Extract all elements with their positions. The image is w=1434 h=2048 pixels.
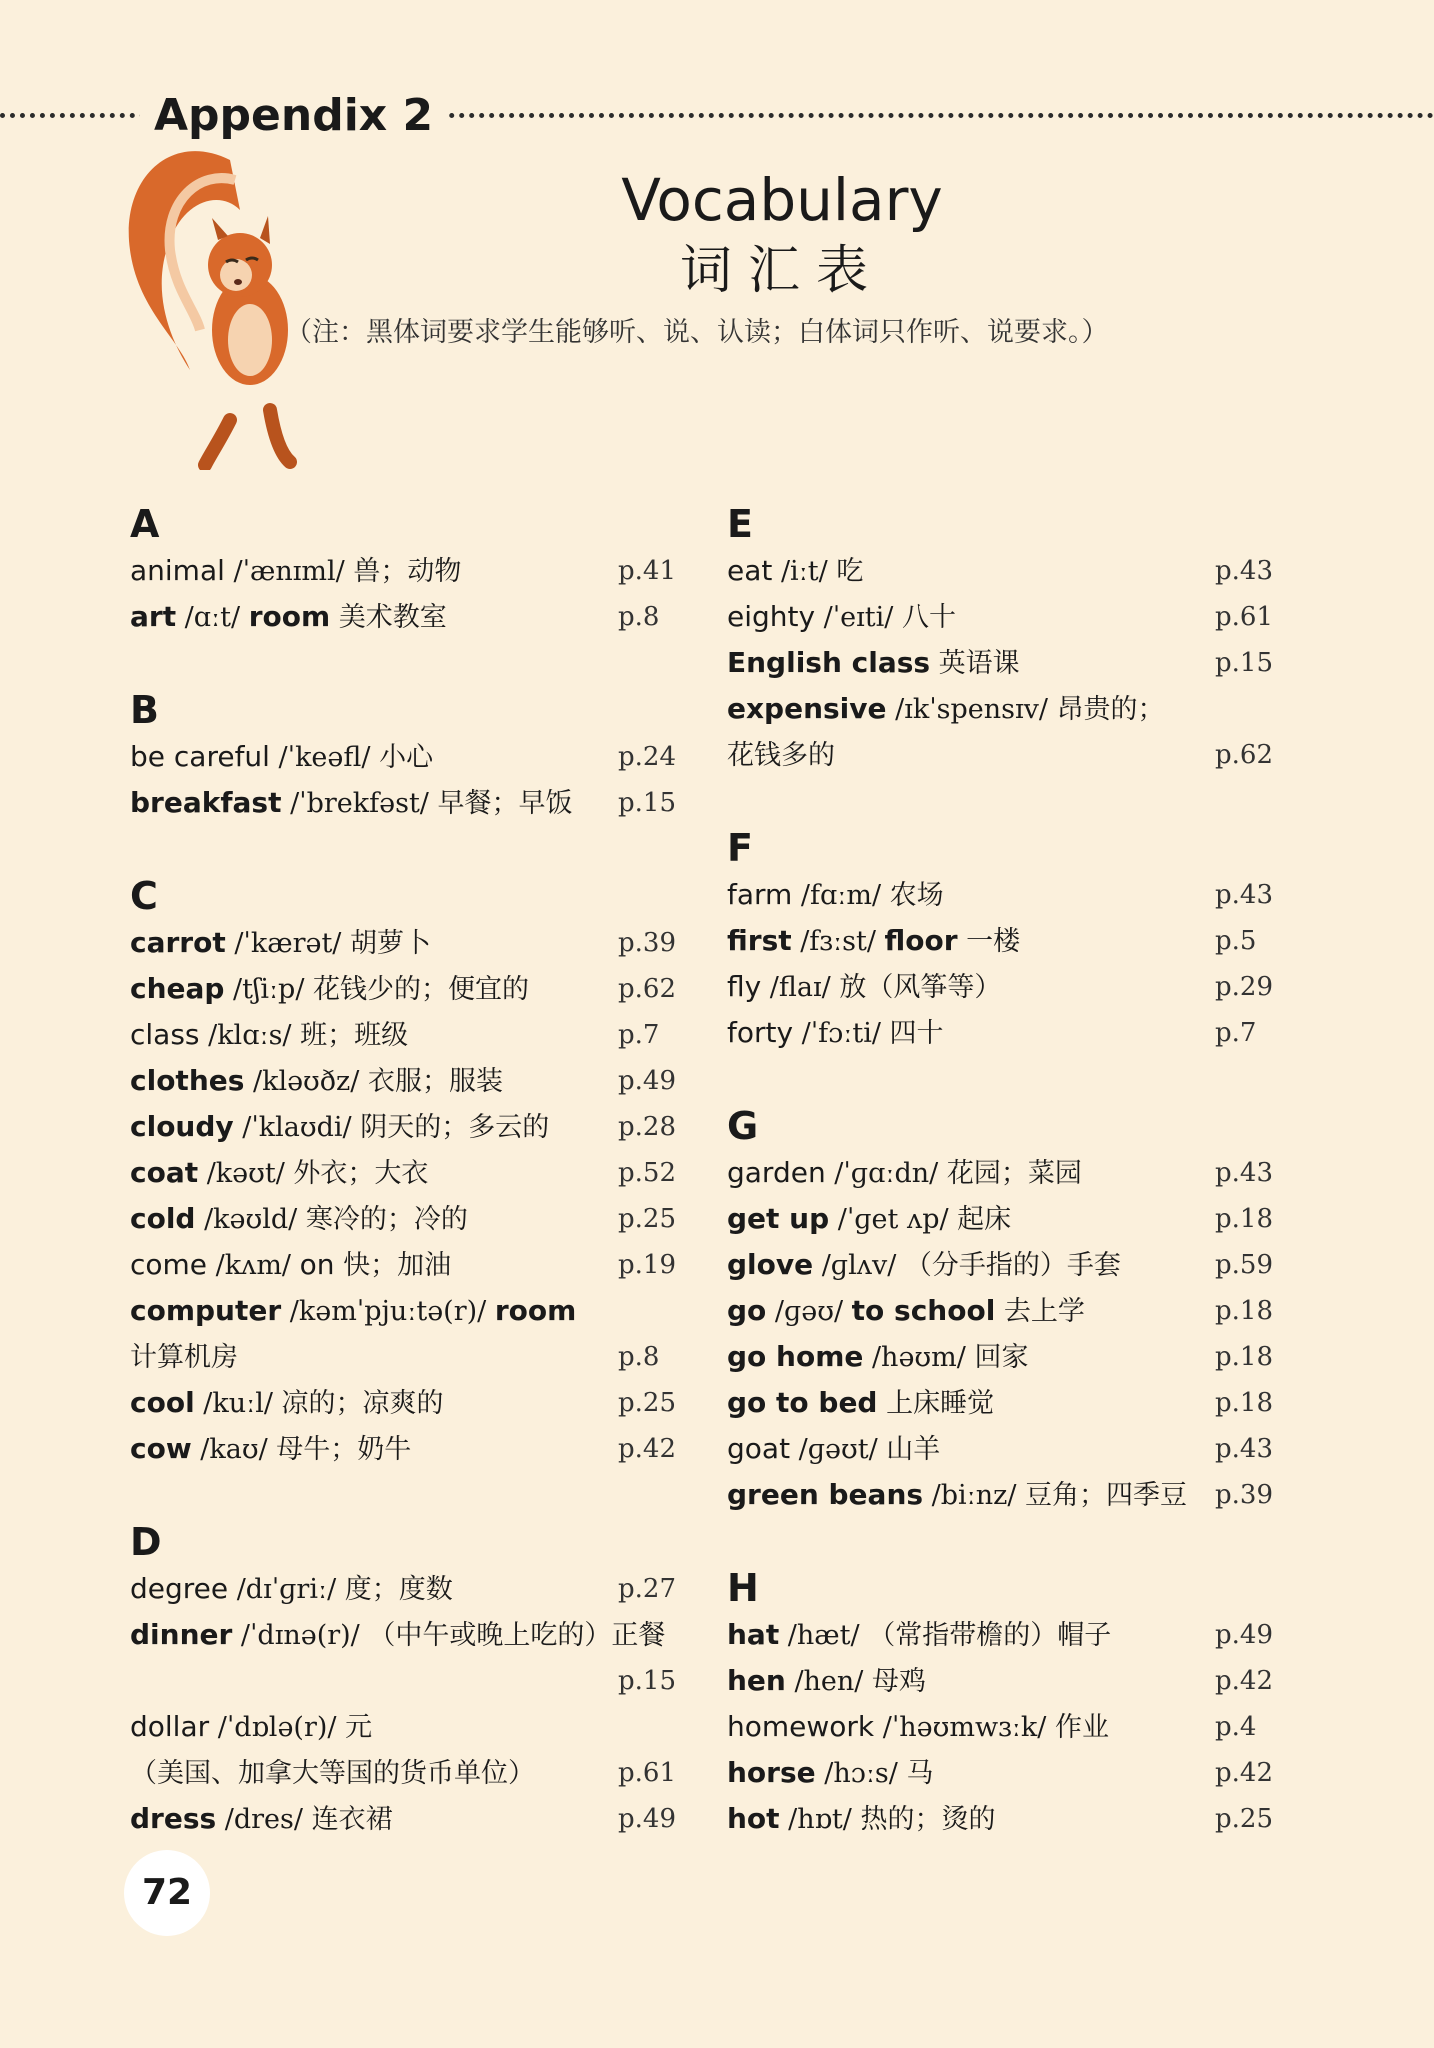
entry-meaning: 马	[906, 1758, 934, 1789]
entry-phonetic: /kəʊt/	[198, 1158, 294, 1189]
vocab-entry	[130, 594, 710, 640]
section-letter: A	[130, 502, 160, 546]
entry-word-bold: horse	[727, 1756, 816, 1789]
entry-word-bold: first	[727, 924, 792, 957]
entry-page-ref: p.61	[618, 1758, 676, 1788]
entry-meaning: 衣服；服装	[367, 1066, 503, 1097]
entry-page-ref: p.62	[1215, 740, 1273, 770]
entry-phonetic: /ɑːt/	[176, 602, 249, 633]
entry-meaning: 去上学	[995, 1296, 1085, 1327]
entry-meaning: 元	[345, 1712, 373, 1743]
vocab-entry	[130, 780, 710, 826]
entry-phonetic: /ɪkˈspensɪv/	[886, 694, 1057, 725]
vocab-entry	[727, 1196, 1307, 1242]
vocab-entry	[727, 1150, 1307, 1196]
entry-word-bold: cow	[130, 1432, 192, 1465]
entry-phonetic: /ɡəʊt/	[790, 1434, 887, 1465]
entry-page-ref: p.18	[1215, 1342, 1273, 1372]
entry-page-ref: p.43	[1215, 880, 1273, 910]
entry-meaning: 凉的；凉爽的	[281, 1388, 444, 1419]
entry-phonetic: /kəʊld/	[195, 1204, 306, 1235]
vocab-entry	[727, 1750, 1307, 1796]
entry-word-bold: hen	[727, 1664, 786, 1697]
entry-phonetic: /ɡəʊ/	[766, 1296, 852, 1327]
entry-word-bold: clothes	[130, 1064, 245, 1097]
entry-meaning: （常指带檐的）帽子	[868, 1620, 1112, 1651]
entry-phonetic: /kəmˈpjuːtə(r)/	[281, 1296, 495, 1327]
entry-meaning: 一楼	[957, 926, 1021, 957]
entry-word-bold: cool	[130, 1386, 195, 1419]
vocabulary-column-left	[130, 500, 710, 1842]
entry-page-ref: p.41	[618, 556, 676, 586]
entry-meaning: 美术教室	[330, 602, 447, 633]
section-letter: E	[727, 502, 753, 546]
entry-word-bold: go home	[727, 1340, 864, 1373]
letter-section-h	[727, 1564, 1307, 1842]
entry-meaning: 作业	[1054, 1712, 1109, 1743]
entry-phonetic: /ˈdɒlə(r)/	[209, 1712, 346, 1743]
entry-word: forty	[727, 1016, 794, 1049]
entry-meaning: 回家	[974, 1342, 1029, 1373]
section-letter: G	[727, 1104, 759, 1148]
entry-meaning: 寒冷的；冷的	[305, 1204, 468, 1235]
vocabulary-title-chinese: 词汇表	[679, 241, 884, 301]
vocab-entry	[727, 732, 1307, 778]
entry-meaning: 小心	[379, 742, 434, 773]
section-spacer	[130, 640, 710, 686]
entry-meaning: 花园；菜园	[946, 1158, 1082, 1189]
vocab-entry	[727, 1472, 1307, 1518]
entry-phonetic: /ˈfɔːti/	[793, 1018, 890, 1049]
entry-page-ref: p.8	[618, 602, 660, 632]
entry-phonetic: /ˈklaʊdi/	[233, 1112, 361, 1143]
entry-page-ref: p.7	[618, 1020, 660, 1050]
entry-word-bold: computer	[130, 1294, 282, 1327]
entry-word-bold: art	[130, 600, 177, 633]
entry-page-ref: p.18	[1215, 1296, 1273, 1326]
vocab-entry	[727, 548, 1307, 594]
vocab-entry	[130, 1104, 710, 1150]
section-letter: D	[130, 1520, 162, 1564]
entry-page-ref: p.49	[618, 1804, 676, 1834]
entry-phonetic: /ˈɡɑːdn/	[825, 1158, 947, 1189]
appendix-heading: Appendix 2	[140, 86, 447, 146]
entry-page-ref: p.61	[1215, 602, 1273, 632]
vocab-entry	[130, 1058, 710, 1104]
entry-meaning: 连衣裙	[311, 1804, 393, 1835]
entry-page-ref: p.28	[618, 1112, 676, 1142]
letter-section-c	[130, 872, 710, 1472]
entry-meaning: 山羊	[886, 1434, 941, 1465]
section-spacer	[130, 826, 710, 872]
entry-word: garden	[727, 1156, 826, 1189]
letter-section-g	[727, 1102, 1307, 1518]
entry-word-bold: breakfast	[130, 786, 282, 819]
entry-word: fly	[727, 970, 762, 1003]
section-spacer	[727, 1056, 1307, 1102]
letter-section-a	[130, 500, 710, 640]
entry-page-ref: p.43	[1215, 556, 1273, 586]
entry-phonetic: /hen/	[785, 1666, 872, 1697]
entry-word-bold: dress	[130, 1802, 217, 1835]
entry-page-ref: p.43	[1215, 1158, 1273, 1188]
vocab-entry	[130, 1012, 710, 1058]
letter-section-e	[727, 500, 1307, 778]
vocab-entry	[727, 640, 1307, 686]
entry-word: eighty	[727, 600, 816, 633]
vocab-entry	[130, 1566, 710, 1612]
vocab-entry	[727, 1380, 1307, 1426]
vocab-entry	[130, 1426, 710, 1472]
entry-meaning: （美国、加拿大等国的货币单位）	[130, 1758, 535, 1789]
vocab-entry	[130, 734, 710, 780]
vocab-entry	[727, 1796, 1307, 1842]
entry-page-ref: p.19	[618, 1250, 676, 1280]
vocab-entry	[727, 1426, 1307, 1472]
vocab-entry	[130, 548, 710, 594]
entry-phonetic: /ˈhəʊmwɜːk/	[874, 1712, 1055, 1743]
entry-word-bold: dinner	[130, 1618, 233, 1651]
section-letter: F	[727, 826, 753, 870]
entry-phonetic: /hæt/	[779, 1620, 869, 1651]
entry-phonetic: /ˈdɪnə(r)/	[232, 1620, 369, 1651]
entry-meaning: 四十	[889, 1018, 944, 1049]
vocab-entry	[727, 964, 1307, 1010]
entry-meaning: 班；班级	[300, 1020, 409, 1051]
entry-meaning: 胡萝卜	[350, 928, 431, 959]
entry-word-bold: room	[494, 1294, 577, 1327]
vocab-entry	[727, 1612, 1307, 1658]
vocab-entry	[130, 1380, 710, 1426]
entry-word-bold: go to bed	[727, 1386, 878, 1419]
entry-meaning: 花钱少的；便宜的	[313, 974, 530, 1005]
entry-phonetic: /ˈbrekfəst/	[281, 788, 438, 819]
entry-phonetic: /fɜːst/	[791, 926, 885, 957]
entry-phonetic: /hɒt/	[779, 1804, 861, 1835]
entry-phonetic: /flaɪ/	[761, 972, 840, 1003]
entry-phonetic: /dres/	[216, 1804, 312, 1835]
entry-word: on	[299, 1248, 335, 1281]
entry-page-ref: p.59	[1215, 1250, 1273, 1280]
entry-meaning: 放（风筝等）	[839, 972, 1002, 1003]
entry-phonetic: /həʊm/	[863, 1342, 975, 1373]
entry-meaning: （分手指的）手套	[904, 1250, 1121, 1281]
entry-meaning: （中午或晚上吃的）正餐	[368, 1620, 666, 1651]
entry-word: animal	[130, 554, 225, 587]
entry-phonetic: /ˈænɪml/	[224, 556, 354, 587]
vocab-entry	[130, 1334, 710, 1380]
entry-page-ref: p.39	[618, 928, 676, 958]
entry-word-bold: get up	[727, 1202, 830, 1235]
vocab-entry	[130, 1658, 710, 1704]
entry-meaning: 母牛；奶牛	[276, 1434, 412, 1465]
entry-page-ref: p.7	[1215, 1018, 1257, 1048]
section-letter: C	[130, 874, 158, 918]
entry-page-ref: p.25	[618, 1204, 676, 1234]
entry-meaning: 阴天的；多云的	[360, 1112, 550, 1143]
vocab-entry	[727, 1334, 1307, 1380]
usage-note: （注：黑体词要求学生能够听、说、认读；白体词只作听、说要求。）	[285, 317, 1109, 348]
entry-page-ref: p.62	[618, 974, 676, 1004]
entry-phonetic: /dɪˈɡriː/	[228, 1574, 345, 1605]
entry-word-bold: glove	[727, 1248, 814, 1281]
entry-phonetic: /ɡlʌv/	[813, 1250, 905, 1281]
vocab-entry	[130, 920, 710, 966]
entry-word-bold: hat	[727, 1618, 780, 1651]
entry-word: degree	[130, 1572, 229, 1605]
entry-phonetic: /tʃiːp/	[224, 974, 314, 1005]
vocab-entry	[727, 1010, 1307, 1056]
entry-word-bold: cold	[130, 1202, 196, 1235]
entry-word: be careful	[130, 740, 270, 773]
entry-page-ref: p.52	[618, 1158, 676, 1188]
entry-page-ref: p.15	[618, 788, 676, 818]
entry-phonetic: /hɔːs/	[815, 1758, 907, 1789]
entry-page-ref: p.18	[1215, 1204, 1273, 1234]
entry-word-bold: to school	[851, 1294, 996, 1327]
entry-page-ref: p.42	[1215, 1758, 1273, 1788]
entry-page-ref: p.39	[1215, 1480, 1273, 1510]
entry-page-ref: p.49	[1215, 1620, 1273, 1650]
entry-word-bold: carrot	[130, 926, 226, 959]
entry-word: eat	[727, 554, 773, 587]
entry-phonetic: /kləʊðz/	[244, 1066, 368, 1097]
section-spacer	[130, 1472, 710, 1518]
entry-word-bold: coat	[130, 1156, 199, 1189]
vocab-entry	[130, 1150, 710, 1196]
vocab-entry	[130, 1242, 710, 1288]
entry-phonetic: /ˈɡet ʌp/	[829, 1204, 958, 1235]
section-letter: B	[130, 688, 159, 732]
vocab-entry	[727, 686, 1307, 732]
entry-meaning: 花钱多的	[727, 740, 835, 771]
vocab-entry	[130, 1796, 710, 1842]
entry-meaning: 兽；动物	[353, 556, 462, 587]
entry-page-ref: p.25	[618, 1388, 676, 1418]
entry-meaning: 吃	[836, 556, 864, 587]
entry-page-ref: p.42	[618, 1434, 676, 1464]
entry-word-bold: floor	[884, 924, 958, 957]
entry-phonetic: /kaʊ/	[191, 1434, 277, 1465]
entry-page-ref: p.25	[1215, 1804, 1273, 1834]
entry-phonetic: /iːt/	[772, 556, 837, 587]
section-spacer	[727, 778, 1307, 824]
entry-phonetic: /fɑːm/	[792, 880, 890, 911]
entry-meaning: 昂贵的；	[1056, 694, 1165, 725]
letter-section-d	[130, 1518, 710, 1842]
entry-word-bold: green beans	[727, 1478, 924, 1511]
entry-meaning: 快；加油	[334, 1250, 452, 1281]
entry-meaning: 豆角；四季豆	[1025, 1480, 1188, 1511]
entry-word-bold: expensive	[727, 692, 887, 725]
vocabulary-column-right	[727, 500, 1307, 1842]
vocab-entry	[130, 966, 710, 1012]
entry-meaning: 八十	[901, 602, 956, 633]
entry-page-ref: p.29	[1215, 972, 1273, 1002]
entry-word: class	[130, 1018, 200, 1051]
vocab-entry	[130, 1704, 710, 1750]
entry-word-bold: go	[727, 1294, 767, 1327]
entry-phonetic: /biːnz/	[923, 1480, 1026, 1511]
vocab-entry	[727, 594, 1307, 640]
entry-page-ref: p.8	[618, 1342, 660, 1372]
entry-meaning: 外衣；大衣	[293, 1158, 429, 1189]
entry-phonetic: /kʌm/	[207, 1250, 300, 1281]
vocab-entry	[130, 1196, 710, 1242]
entry-word: homework	[727, 1710, 875, 1743]
entry-meaning: 上床睡觉	[877, 1388, 995, 1419]
entry-meaning: 起床	[957, 1204, 1012, 1235]
letter-section-f	[727, 824, 1307, 1056]
vocab-entry	[727, 1658, 1307, 1704]
entry-meaning: 早餐；早饭	[437, 788, 573, 819]
vocab-entry	[727, 1704, 1307, 1750]
entry-phonetic: /kuːl/	[194, 1388, 282, 1419]
vocab-entry	[130, 1288, 710, 1334]
entry-word-bold: English class	[727, 646, 931, 679]
entry-page-ref: p.43	[1215, 1434, 1273, 1464]
entry-word: goat	[727, 1432, 791, 1465]
entry-page-ref: p.4	[1215, 1712, 1257, 1742]
entry-word-bold: room	[248, 600, 331, 633]
entry-page-ref: p.42	[1215, 1666, 1273, 1696]
entry-page-ref: p.27	[618, 1574, 676, 1604]
entry-word: farm	[727, 878, 793, 911]
vocab-entry	[130, 1612, 710, 1658]
entry-phonetic: /klɑːs/	[199, 1020, 301, 1051]
entry-page-ref: p.49	[618, 1066, 676, 1096]
entry-word: come	[130, 1248, 208, 1281]
vocab-entry	[727, 1288, 1307, 1334]
page-number: 72	[124, 1850, 210, 1936]
vocab-entry	[727, 1242, 1307, 1288]
entry-word-bold: cheap	[130, 972, 225, 1005]
section-letter: H	[727, 1566, 759, 1610]
entry-page-ref: p.18	[1215, 1388, 1273, 1418]
vocabulary-title: Vocabulary	[621, 166, 943, 234]
entry-page-ref: p.5	[1215, 926, 1257, 956]
entry-page-ref: p.24	[618, 742, 676, 772]
vocab-entry	[727, 918, 1307, 964]
section-spacer	[727, 1518, 1307, 1564]
entry-meaning: 英语课	[930, 648, 1020, 679]
entry-page-ref: p.15	[1215, 648, 1273, 678]
entry-phonetic: /ˈeɪti/	[815, 602, 902, 633]
entry-meaning: 农场	[889, 880, 944, 911]
letter-section-b	[130, 686, 710, 826]
entry-phonetic: /ˈkærət/	[225, 928, 350, 959]
entry-word: dollar	[130, 1710, 210, 1743]
entry-meaning: 热的；烫的	[860, 1804, 996, 1835]
entry-word-bold: cloudy	[130, 1110, 234, 1143]
entry-meaning: 计算机房	[130, 1342, 238, 1373]
entry-meaning: 母鸡	[871, 1666, 926, 1697]
vocab-entry	[727, 872, 1307, 918]
entry-word-bold: hot	[727, 1802, 780, 1835]
vocab-entry	[130, 1750, 710, 1796]
entry-page-ref: p.15	[618, 1666, 676, 1696]
entry-phonetic: /ˈkeəfl/	[269, 742, 380, 773]
entry-meaning: 度；度数	[344, 1574, 453, 1605]
